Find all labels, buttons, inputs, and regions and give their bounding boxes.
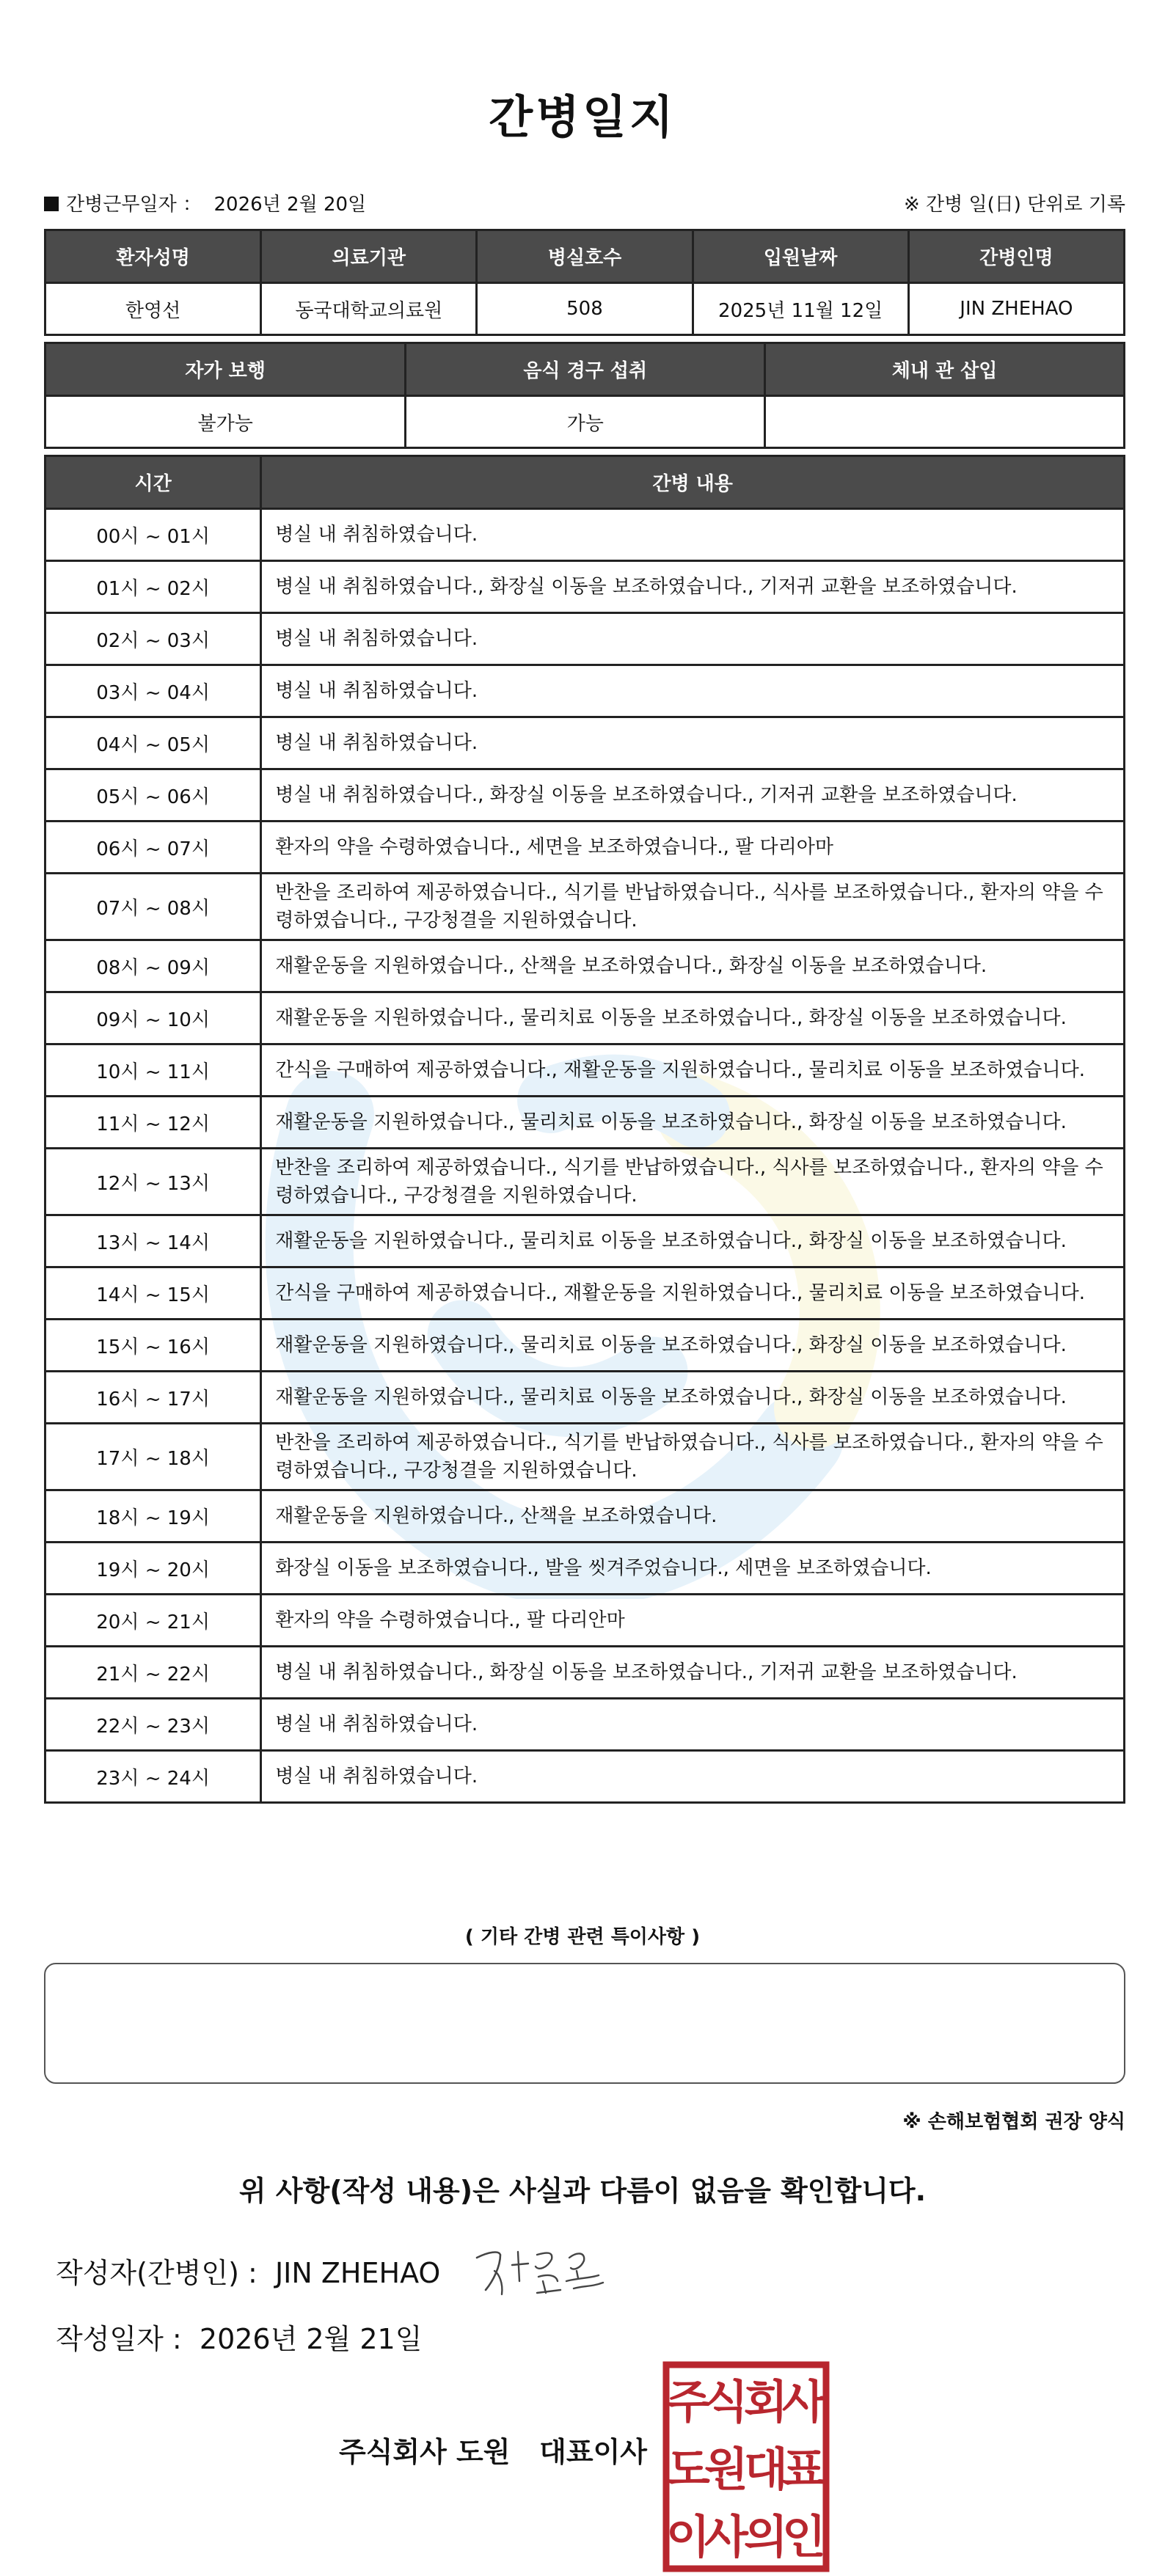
tube-insertion-header: 체내 관 삽입 (765, 343, 1125, 396)
care-log-time: 20시 ~ 21시 (45, 1595, 261, 1647)
care-log-time: 03시 ~ 04시 (45, 665, 261, 717)
hourly-care-log-table (44, 455, 1125, 1804)
care-log-time: 12시 ~ 13시 (45, 1149, 261, 1215)
care-log-row (45, 665, 1125, 717)
patient-info-table (44, 229, 1125, 336)
care-log-row (45, 874, 1125, 940)
care-log-content: 재활운동을 지원하였습니다., 물리치료 이동을 보조하였습니다., 화장실 이동을 보조하였습니다. (261, 992, 1125, 1044)
care-log-content: 병실 내 취침하였습니다. (261, 717, 1125, 769)
care-log-content: 화장실 이동을 보조하였습니다., 발을 씻겨주었습니다., 세면을 보조하였습니다. (261, 1543, 1125, 1595)
oral-intake-header: 음식 경구 섭취 (406, 343, 765, 396)
writer-label: 작성자(간병인) : (56, 2257, 258, 2289)
care-log-row (45, 992, 1125, 1044)
work-date (44, 189, 366, 216)
care-log-content: 재활운동을 지원하였습니다., 산책을 보조하였습니다., 화장실 이동을 보조하였습니다. (261, 940, 1125, 992)
care-log-row (45, 1490, 1125, 1543)
document-title: 간병일지 (489, 90, 676, 144)
svg-text:이: 이 (666, 2510, 710, 2564)
hospital-header: 의료기관 (261, 230, 477, 283)
care-log-content: 병실 내 취침하였습니다. (261, 509, 1125, 561)
company-seal-stamp-icon (662, 2360, 830, 2573)
patient-status-table (44, 342, 1125, 449)
care-log-row (45, 1149, 1125, 1215)
care-log-time: 18시 ~ 19시 (45, 1490, 261, 1543)
care-log-content: 환자의 약을 수령하였습니다., 팔 다리안마 (261, 1595, 1125, 1647)
care-log-row (45, 613, 1125, 665)
admission-date: 2025년 11월 12일 (693, 283, 908, 335)
time-header: 시간 (45, 456, 261, 509)
walking-value: 불가능 (45, 396, 406, 448)
handwritten-signature-icon (467, 2230, 613, 2303)
care-log-row (45, 717, 1125, 769)
form-source-note: ※ 손해보험협회 권장 양식 (902, 2111, 1125, 2133)
care-log-content: 재활운동을 지원하였습니다., 산책을 보조하였습니다. (261, 1490, 1125, 1543)
care-log-row (45, 1097, 1125, 1149)
care-log-content: 병실 내 취침하였습니다., 화장실 이동을 보조하였습니다., 기저귀 교환을 보조하였습니다. (261, 769, 1125, 822)
write-date-line (56, 2316, 422, 2357)
remarks-box[interactable] (44, 1963, 1125, 2084)
hospital: 동국대학교의료원 (261, 283, 477, 335)
care-log-rows (45, 509, 1125, 1803)
care-log-row (45, 1424, 1125, 1490)
care-log-row (45, 1647, 1125, 1699)
care-log-time: 11시 ~ 12시 (45, 1097, 261, 1149)
care-log-time: 14시 ~ 15시 (45, 1267, 261, 1320)
care-log-row (45, 940, 1125, 992)
care-log-time: 05시 ~ 06시 (45, 769, 261, 822)
care-log-content: 반찬을 조리하여 제공하였습니다., 식기를 반납하였습니다., 식사를 보조하였습니다., 환자의 약을 수령하였습니다., 구강청결을 지원하였습니다. (261, 1424, 1125, 1490)
caregiver-name: JIN ZHEHAO (908, 283, 1124, 335)
care-log-row (45, 1543, 1125, 1595)
svg-text:사: 사 (782, 2375, 826, 2429)
care-log-content: 재활운동을 지원하였습니다., 물리치료 이동을 보조하였습니다., 화장실 이동을 보조하였습니다. (261, 1097, 1125, 1149)
care-log-content: 간식을 구매하여 제공하였습니다., 재활운동을 지원하였습니다., 물리치료 이동을 보조하였습니다. (261, 1267, 1125, 1320)
care-log-time: 16시 ~ 17시 (45, 1372, 261, 1424)
care-log-row (45, 1215, 1125, 1267)
care-log-content: 병실 내 취침하였습니다., 화장실 이동을 보조하였습니다., 기저귀 교환을 보조하였습니다. (261, 561, 1125, 613)
care-log-row (45, 822, 1125, 874)
patient-name-header: 환자성명 (45, 230, 261, 283)
care-log-row (45, 1372, 1125, 1424)
care-log-content: 간식을 구매하여 제공하였습니다., 재활운동을 지원하였습니다., 물리치료 이동을 보조하였습니다. (261, 1044, 1125, 1097)
write-date-value: 2026년 2월 21일 (199, 2323, 423, 2355)
work-date-label: 간병근무일자 ： (66, 194, 202, 216)
care-log-row (45, 509, 1125, 561)
tube-insertion-value (765, 396, 1125, 448)
work-date-row (44, 189, 1125, 219)
care-log-row (45, 769, 1125, 822)
svg-text:원: 원 (704, 2443, 748, 2496)
care-log-time: 08시 ~ 09시 (45, 940, 261, 992)
care-log-time: 06시 ~ 07시 (45, 822, 261, 874)
care-log-content: 병실 내 취침하였습니다. (261, 1699, 1125, 1751)
care-log-content: 재활운동을 지원하였습니다., 물리치료 이동을 보조하였습니다., 화장실 이동을 보조하였습니다. (261, 1372, 1125, 1424)
care-log-row (45, 561, 1125, 613)
square-bullet-icon (44, 197, 59, 211)
care-log-time: 07시 ~ 08시 (45, 874, 261, 940)
walking-header: 자가 보행 (45, 343, 406, 396)
svg-text:도: 도 (666, 2443, 710, 2496)
care-log-content: 재활운동을 지원하였습니다., 물리치료 이동을 보조하였습니다., 화장실 이동을 보조하였습니다. (261, 1320, 1125, 1372)
care-log-row (45, 1751, 1125, 1803)
work-date-value: 2026년 2월 20일 (213, 194, 367, 216)
care-log-time: 17시 ~ 18시 (45, 1424, 261, 1490)
remarks-title: ( 기타 간병 관련 특이사항 ) (464, 1926, 701, 1948)
writer-name: JIN ZHEHAO (274, 2257, 441, 2289)
care-log-row (45, 1320, 1125, 1372)
care-log-content: 병실 내 취침하였습니다. (261, 613, 1125, 665)
admission-date-header: 입원날짜 (693, 230, 908, 283)
writer-line (56, 2250, 440, 2291)
care-log-time: 23시 ~ 24시 (45, 1751, 261, 1803)
svg-text:인: 인 (782, 2510, 826, 2564)
room-number: 508 (477, 283, 693, 335)
patient-name: 한영선 (45, 283, 261, 335)
care-log-time: 10시 ~ 11시 (45, 1044, 261, 1097)
oral-intake-value: 가능 (406, 396, 765, 448)
care-log-time: 09시 ~ 10시 (45, 992, 261, 1044)
care-log-content: 환자의 약을 수령하였습니다., 세면을 보조하였습니다., 팔 다리아마 (261, 822, 1125, 874)
svg-text:회: 회 (744, 2375, 788, 2429)
confirmation-statement: 위 사항(작성 내용)은 사실과 다름이 없음을 확인합니다. (238, 2175, 927, 2207)
care-log-time: 00시 ~ 01시 (45, 509, 261, 561)
write-date-label: 작성일자 : (56, 2323, 182, 2355)
care-log-content: 병실 내 취침하였습니다. (261, 1751, 1125, 1803)
care-log-content: 반찬을 조리하여 제공하였습니다., 식기를 반납하였습니다., 식사를 보조하였습니다., 환자의 약을 수령하였습니다., 구강청결을 지원하였습니다. (261, 1149, 1125, 1215)
care-log-time: 02시 ~ 03시 (45, 613, 261, 665)
care-log-time: 21시 ~ 22시 (45, 1647, 261, 1699)
care-content-header: 간병 내용 (261, 456, 1125, 509)
caregiver-name-header: 간병인명 (908, 230, 1124, 283)
care-log-time: 22시 ~ 23시 (45, 1699, 261, 1751)
care-log-content: 병실 내 취침하였습니다., 화장실 이동을 보조하였습니다., 기저귀 교환을 보조하였습니다. (261, 1647, 1125, 1699)
care-log-time: 15시 ~ 16시 (45, 1320, 261, 1372)
care-log-content: 병실 내 취침하였습니다. (261, 665, 1125, 717)
care-log-content: 반찬을 조리하여 제공하였습니다., 식기를 반납하였습니다., 식사를 보조하였습니다., 환자의 약을 수령하였습니다., 구강청결을 지원하였습니다. (261, 874, 1125, 940)
care-log-content: 재활운동을 지원하였습니다., 물리치료 이동을 보조하였습니다., 화장실 이동을 보조하였습니다. (261, 1215, 1125, 1267)
company-representative: 주식회사 도원 대표이사 (339, 2436, 647, 2468)
care-log-row (45, 1044, 1125, 1097)
svg-text:주: 주 (666, 2375, 710, 2429)
svg-text:표: 표 (782, 2443, 826, 2496)
room-number-header: 병실호수 (477, 230, 693, 283)
care-log-time: 01시 ~ 02시 (45, 561, 261, 613)
care-log-time: 19시 ~ 20시 (45, 1543, 261, 1595)
care-log-time: 13시 ~ 14시 (45, 1215, 261, 1267)
care-log-row (45, 1699, 1125, 1751)
care-log-time: 04시 ~ 05시 (45, 717, 261, 769)
svg-text:의: 의 (744, 2510, 788, 2564)
care-log-row (45, 1267, 1125, 1320)
care-log-row (45, 1595, 1125, 1647)
record-unit-note: ※ 간병 일(日) 단위로 기록 (903, 194, 1125, 216)
svg-text:식: 식 (704, 2375, 748, 2429)
svg-text:사: 사 (704, 2510, 748, 2564)
svg-text:대: 대 (744, 2443, 788, 2496)
